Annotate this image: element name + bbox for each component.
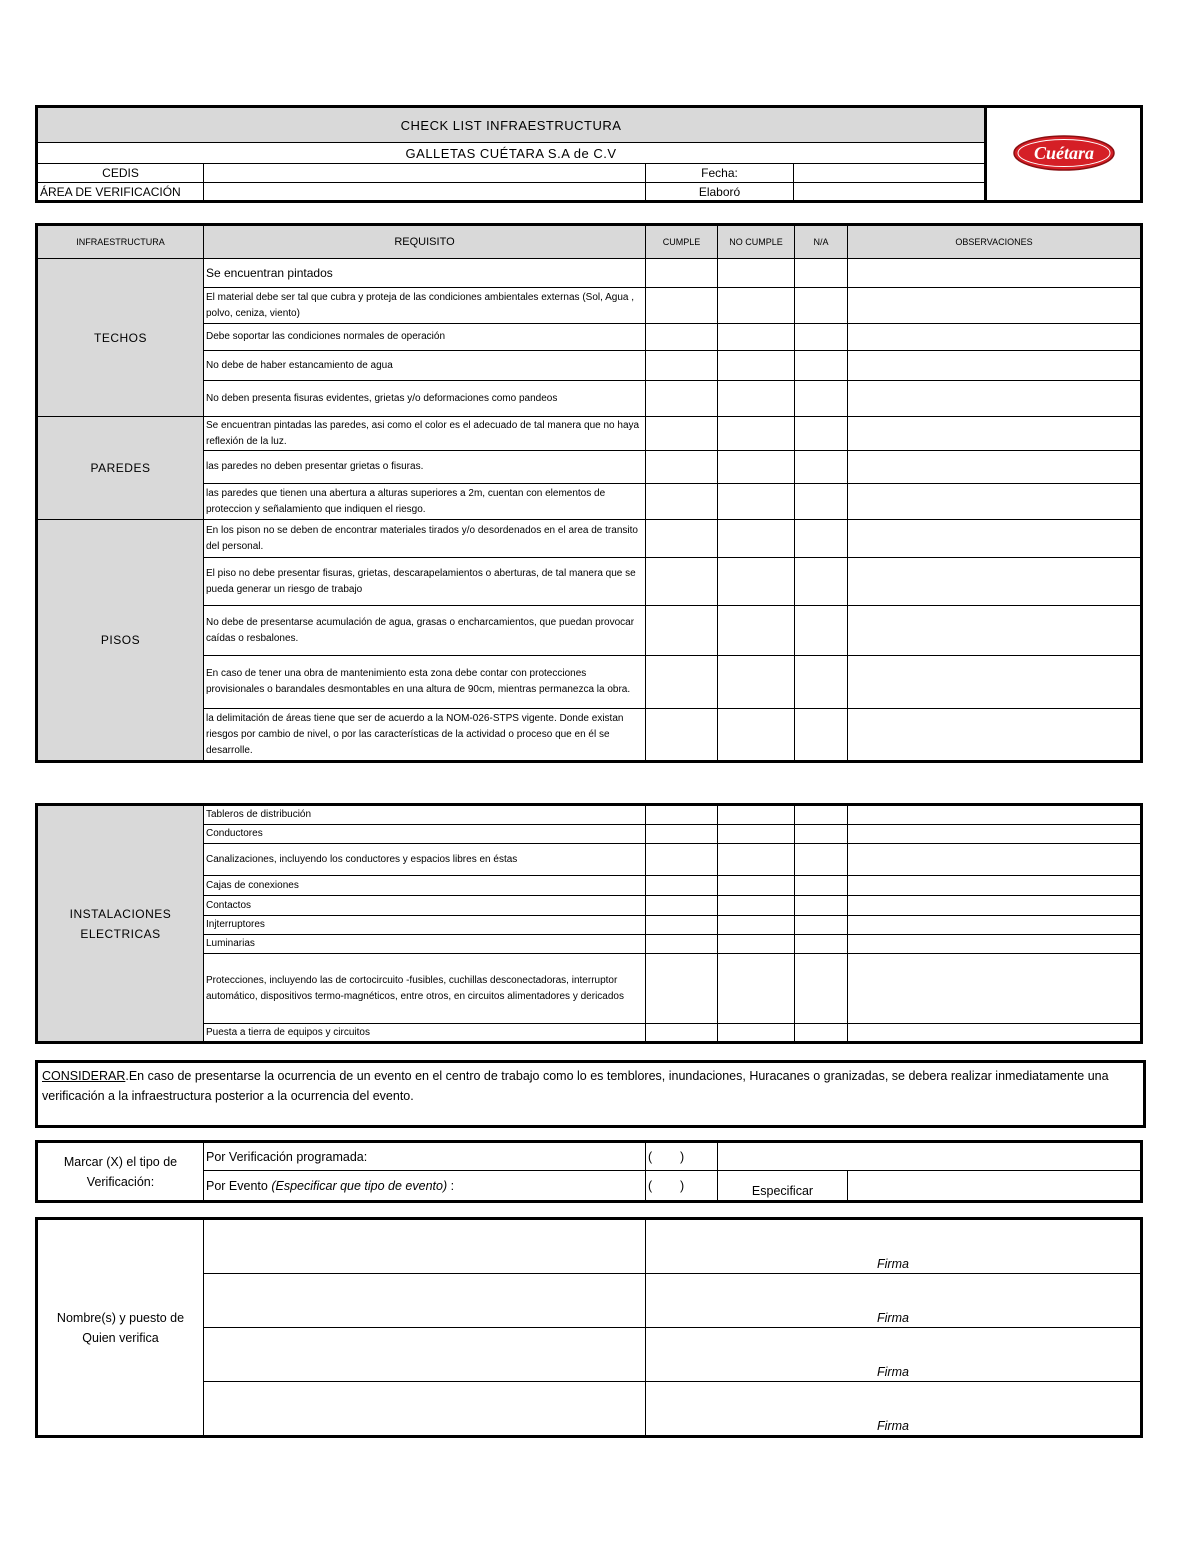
fecha-field[interactable]	[794, 164, 986, 183]
observaciones-cell[interactable]	[848, 558, 1142, 606]
requisito-item: Se encuentran pintadas las paredes, asi como el color es el adecuado de tal manera que no haya reflexión de la luz.	[204, 417, 646, 451]
observaciones-cell[interactable]	[848, 935, 1142, 954]
na-cell[interactable]	[795, 954, 848, 1024]
observaciones-cell[interactable]	[848, 1024, 1142, 1043]
category-paredes: PAREDES	[37, 417, 204, 520]
programada-mark[interactable]: ( )	[646, 1142, 718, 1171]
requisito-item: Cajas de conexiones	[204, 876, 646, 896]
requisito-item: En caso de tener una obra de mantenimiento esta zona debe contar con protecciones provisionales o barandales desmontables en una altura de 90cm, mientras permanezca la obra.	[204, 656, 646, 709]
no-cumple-cell[interactable]	[718, 709, 795, 762]
considerar-label: CONSIDERAR	[42, 1069, 126, 1083]
requisito-item: Puesta a tierra de equipos y circuitos	[204, 1024, 646, 1043]
programada-label: Por Verificación programada:	[204, 1142, 646, 1171]
requisito-item: Injterruptores	[204, 916, 646, 935]
programada-extra	[718, 1142, 1142, 1171]
cumple-cell[interactable]	[646, 351, 718, 381]
cumple-cell[interactable]	[646, 520, 718, 558]
na-cell[interactable]	[795, 896, 848, 916]
observaciones-cell[interactable]	[848, 484, 1142, 520]
cumple-cell[interactable]	[646, 896, 718, 916]
no-cumple-cell[interactable]	[718, 935, 795, 954]
considerar-text: .En caso de presentarse la ocurrencia de un evento en el centro de trabajo como lo es temblores, inundaciones, Huracanes o granizadas, se debera realizar inmediatamente una verificación a la infraestructura posterior a la ocurrencia del evento.	[42, 1069, 1109, 1103]
na-cell[interactable]	[795, 288, 848, 324]
na-cell[interactable]	[795, 916, 848, 935]
observaciones-cell[interactable]	[848, 876, 1142, 896]
na-cell[interactable]	[795, 417, 848, 451]
requisito-item: Tableros de distribución	[204, 805, 646, 825]
no-cumple-cell[interactable]	[718, 916, 795, 935]
na-cell[interactable]	[795, 351, 848, 381]
no-cumple-cell[interactable]	[718, 876, 795, 896]
especificar-field[interactable]	[848, 1171, 1142, 1202]
requisito-item: El piso no debe presentar fisuras, grietas, descarapelamientos o aberturas, de tal manera que se pueda generar un riesgo de trabajo	[204, 558, 646, 606]
elaboro-label: Elaboró	[646, 183, 794, 202]
no-cumple-cell[interactable]	[718, 606, 795, 656]
no-cumple-cell[interactable]	[718, 558, 795, 606]
col-requisito: REQUISITO	[204, 225, 646, 259]
no-cumple-cell[interactable]	[718, 288, 795, 324]
cumple-cell[interactable]	[646, 935, 718, 954]
cumple-cell[interactable]	[646, 451, 718, 484]
evento-prefix: Por Evento	[206, 1178, 272, 1193]
col-no-cumple: NO CUMPLE	[718, 225, 795, 259]
electrical-table	[35, 803, 1143, 1044]
na-cell[interactable]	[795, 935, 848, 954]
elaboro-field[interactable]	[794, 183, 986, 202]
cumple-cell[interactable]	[646, 606, 718, 656]
requisito-item: las paredes no deben presentar grietas o fisuras.	[204, 451, 646, 484]
col-observaciones: OBSERVACIONES	[848, 225, 1142, 259]
no-cumple-cell[interactable]	[718, 954, 795, 1024]
na-cell[interactable]	[795, 259, 848, 288]
requisito-item: No debe de presentarse acumulación de agua, grasas o encharcamientos, que puedan provocar caídas o resbalones.	[204, 606, 646, 656]
na-cell[interactable]	[795, 876, 848, 896]
na-cell[interactable]	[795, 324, 848, 351]
observaciones-cell[interactable]	[848, 656, 1142, 709]
na-cell[interactable]	[795, 381, 848, 417]
cumple-cell[interactable]	[646, 825, 718, 844]
requisito-item: Se encuentran pintados	[204, 259, 646, 288]
na-cell[interactable]	[795, 656, 848, 709]
requisito-item: En los pison no se deben de encontrar materiales tirados y/o desordenados en el area de transito del personal.	[204, 520, 646, 558]
requisito-item: Conductores	[204, 825, 646, 844]
header-table	[35, 105, 1143, 203]
evento-label	[204, 1171, 646, 1202]
no-cumple-cell[interactable]	[718, 520, 795, 558]
verifier-name-field[interactable]	[204, 1382, 646, 1437]
verifier-label: Nombre(s) y puesto de Quien verifica	[37, 1219, 204, 1437]
area-label: ÁREA DE VERIFICACIÓN	[37, 183, 204, 202]
requisito-item: Contactos	[204, 896, 646, 916]
signature-field[interactable]: Firma	[646, 1219, 1142, 1274]
requisito-item: Canalizaciones, incluyendo los conductores y espacios libres en éstas	[204, 844, 646, 876]
fecha-label: Fecha:	[646, 164, 794, 183]
na-cell[interactable]	[795, 825, 848, 844]
na-cell[interactable]	[795, 451, 848, 484]
observaciones-cell[interactable]	[848, 916, 1142, 935]
no-cumple-cell[interactable]	[718, 805, 795, 825]
cuetara-logo	[1012, 133, 1116, 173]
logo-text: Cuétara	[1033, 142, 1094, 163]
especificar-label: Especificar	[718, 1171, 848, 1202]
observaciones-cell[interactable]	[848, 805, 1142, 825]
no-cumple-cell[interactable]	[718, 451, 795, 484]
na-cell[interactable]	[795, 484, 848, 520]
na-cell[interactable]	[795, 1024, 848, 1043]
signature-field[interactable]: Firma	[646, 1382, 1142, 1437]
observaciones-cell[interactable]	[848, 259, 1142, 288]
cedis-label: CEDIS	[37, 164, 204, 183]
verifier-name-field[interactable]	[204, 1219, 646, 1274]
observaciones-cell[interactable]	[848, 451, 1142, 484]
no-cumple-cell[interactable]	[718, 351, 795, 381]
no-cumple-cell[interactable]	[718, 896, 795, 916]
observaciones-cell[interactable]	[848, 844, 1142, 876]
requisito-item: Protecciones, incluyendo las de cortocircuito -fusibles, cuchillas desconectadoras, interruptor automático, dispositivos termo-magnéticos, entre otros, en circuitos alimentadores y dericados	[204, 954, 646, 1024]
requisito-item: la delimitación de áreas tiene que ser de acuerdo a la NOM-026-STPS vigente. Donde existan riesgos por cambio de nivel, o por las características de la actividad o proceso que en él se desarrolle.	[204, 709, 646, 762]
category-techos: TECHOS	[37, 259, 204, 417]
na-cell[interactable]	[795, 520, 848, 558]
area-field[interactable]	[204, 183, 646, 202]
no-cumple-cell[interactable]	[718, 417, 795, 451]
cumple-cell[interactable]	[646, 709, 718, 762]
cumple-cell[interactable]	[646, 288, 718, 324]
no-cumple-cell[interactable]	[718, 324, 795, 351]
evento-mark[interactable]: ( )	[646, 1171, 718, 1202]
na-cell[interactable]	[795, 606, 848, 656]
observaciones-cell[interactable]	[848, 520, 1142, 558]
cumple-cell[interactable]	[646, 381, 718, 417]
checklist-table	[35, 223, 1143, 763]
considerar-note	[35, 1060, 1146, 1128]
page-title: CHECK LIST INFRAESTRUCTURA	[37, 107, 986, 143]
observaciones-cell[interactable]	[848, 351, 1142, 381]
cumple-cell[interactable]	[646, 954, 718, 1024]
evento-suffix: :	[447, 1178, 455, 1193]
observaciones-cell[interactable]	[848, 606, 1142, 656]
company-name: GALLETAS CUÉTARA S.A de C.V	[37, 143, 986, 164]
cumple-cell[interactable]	[646, 324, 718, 351]
no-cumple-cell[interactable]	[718, 259, 795, 288]
verifier-name-field[interactable]	[204, 1274, 646, 1328]
no-cumple-cell[interactable]	[718, 656, 795, 709]
verification-type-table	[35, 1140, 1143, 1203]
observaciones-cell[interactable]	[848, 825, 1142, 844]
logo-cell	[986, 107, 1142, 202]
signature-field[interactable]: Firma	[646, 1328, 1142, 1382]
col-cumple: CUMPLE	[646, 225, 718, 259]
requisito-item: No debe de haber estancamiento de agua	[204, 351, 646, 381]
no-cumple-cell[interactable]	[718, 484, 795, 520]
no-cumple-cell[interactable]	[718, 844, 795, 876]
verifier-name-field[interactable]	[204, 1328, 646, 1382]
observaciones-cell[interactable]	[848, 324, 1142, 351]
na-cell[interactable]	[795, 844, 848, 876]
cumple-cell[interactable]	[646, 844, 718, 876]
observaciones-cell[interactable]	[848, 288, 1142, 324]
na-cell[interactable]	[795, 709, 848, 762]
observaciones-cell[interactable]	[848, 709, 1142, 762]
cumple-cell[interactable]	[646, 558, 718, 606]
no-cumple-cell[interactable]	[718, 825, 795, 844]
cumple-cell[interactable]	[646, 484, 718, 520]
cumple-cell[interactable]	[646, 916, 718, 935]
requisito-item: Luminarias	[204, 935, 646, 954]
requisito-item: Debe soportar las condiciones normales de operación	[204, 324, 646, 351]
requisito-item: No deben presenta fisuras evidentes, grietas y/o deformaciones como pandeos	[204, 381, 646, 417]
cumple-cell[interactable]	[646, 805, 718, 825]
na-cell[interactable]	[795, 805, 848, 825]
evento-italic: (Especificar que tipo de evento)	[271, 1178, 448, 1193]
observaciones-cell[interactable]	[848, 381, 1142, 417]
cumple-cell[interactable]	[646, 417, 718, 451]
cumple-cell[interactable]	[646, 1024, 718, 1043]
col-infra: INFRAESTRUCTURA	[37, 225, 204, 259]
cumple-cell[interactable]	[646, 876, 718, 896]
verification-label: Marcar (X) el tipo de Verificación:	[37, 1142, 204, 1202]
requisito-item: El material debe ser tal que cubra y proteja de las condiciones ambientales externas (Sol, Agua , polvo, ceniza, viento)	[204, 288, 646, 324]
signatures-table	[35, 1217, 1143, 1438]
category-instalaciones-electricas: INSTALACIONES ELECTRICAS	[37, 805, 204, 1043]
na-cell[interactable]	[795, 558, 848, 606]
observaciones-cell[interactable]	[848, 417, 1142, 451]
category-pisos: PISOS	[37, 520, 204, 762]
signature-field[interactable]: Firma	[646, 1274, 1142, 1328]
cedis-field[interactable]	[204, 164, 646, 183]
requisito-item: las paredes que tienen una abertura a alturas superiores a 2m, cuentan con elementos de proteccion y señalamiento que indiquen el riesgo.	[204, 484, 646, 520]
cumple-cell[interactable]	[646, 656, 718, 709]
col-na: N/A	[795, 225, 848, 259]
observaciones-cell[interactable]	[848, 954, 1142, 1024]
observaciones-cell[interactable]	[848, 896, 1142, 916]
cumple-cell[interactable]	[646, 259, 718, 288]
no-cumple-cell[interactable]	[718, 381, 795, 417]
no-cumple-cell[interactable]	[718, 1024, 795, 1043]
